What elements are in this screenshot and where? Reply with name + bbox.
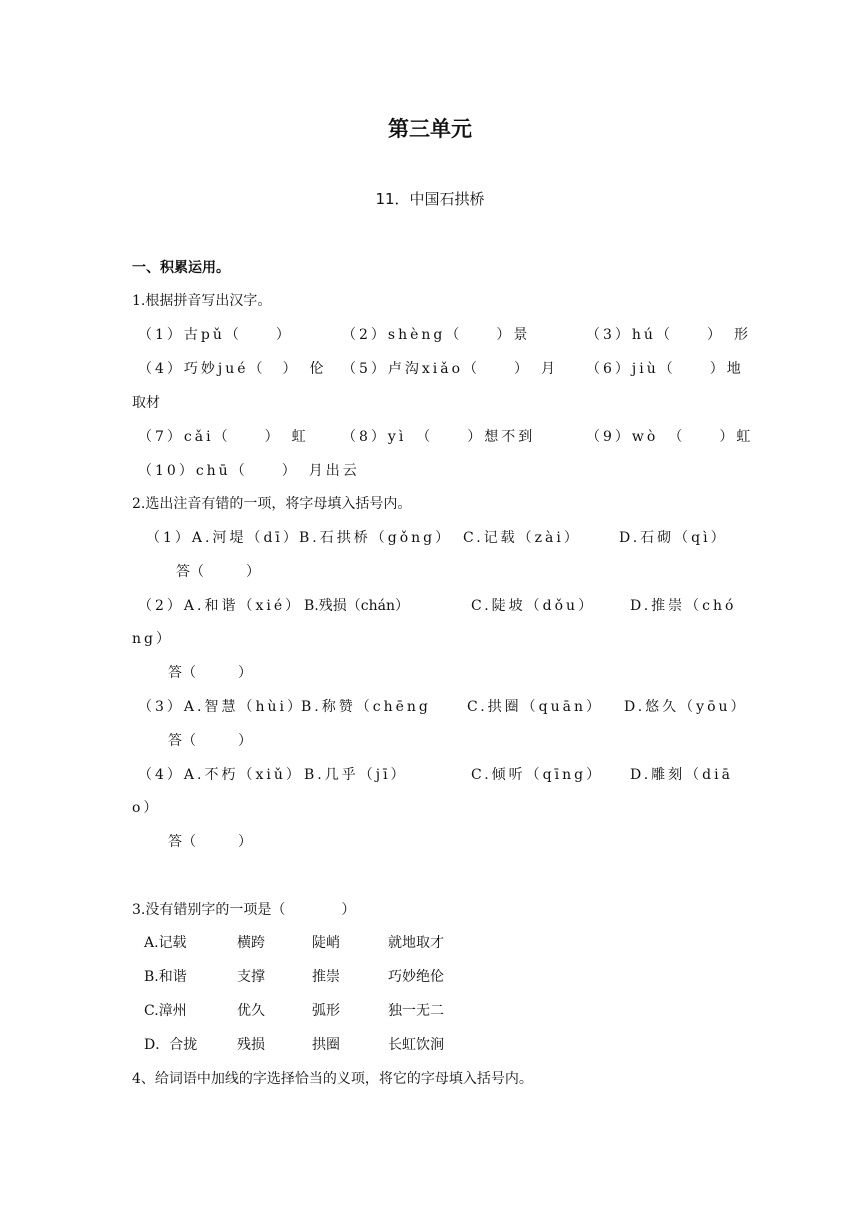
q2-option: （1）A.河堤（dī）: [146, 530, 300, 546]
q2-option: B.残损（chán）: [304, 598, 409, 614]
q3-option: A.记载: [144, 935, 187, 951]
q3-option: 陡峭: [312, 935, 340, 951]
q3-option: 就地取才: [388, 935, 444, 951]
q1-item: （4）巧妙jué（ ） 伦: [138, 361, 327, 377]
q1-item: （6）jiù（ ）地: [586, 361, 744, 377]
lesson-title: 11．中国石拱桥: [375, 190, 485, 208]
q1-item: （2）shèng（ ）景: [342, 327, 531, 343]
q2-option: D.悠久（yōu）: [624, 699, 748, 715]
q2-option: （3）A.智慧（hùi）: [138, 699, 304, 715]
q3-option: 横跨: [237, 935, 265, 951]
q2-option: C.记载（zài）: [463, 530, 581, 546]
page-title: 第三单元: [388, 117, 472, 141]
q1-prompt: 1.根据拼音写出汉字。: [132, 293, 272, 309]
q2-option: B.石拱桥（gǒng）: [299, 530, 453, 546]
answer-blank: 答（ ）: [168, 733, 252, 749]
q3-option: 长虹饮涧: [388, 1037, 444, 1053]
q3-option: C.漳州: [144, 1003, 187, 1019]
q2-prompt: 2.选出注音有错的一项，将字母填入括号内。: [132, 496, 412, 512]
q1-item: （8）yì （ ）想不到: [342, 429, 536, 445]
q2-option: B.称赞（chēng: [301, 699, 431, 715]
q2-option: C.倾听（qīng）: [471, 767, 604, 783]
q3-option: 独一无二: [388, 1003, 444, 1019]
q3-option: 优久: [237, 1003, 265, 1019]
q3-option: D．合拢: [144, 1037, 198, 1053]
q1-item: （9）wò （ ）虹: [586, 429, 754, 445]
q2-option: ng）: [132, 631, 173, 647]
answer-blank: 答（ ）: [168, 834, 252, 850]
q2-option: C.陡坡（dǒu）: [471, 598, 596, 614]
q2-option: （4）A.不朽（xiǔ）: [138, 767, 303, 783]
q2-option: （2）A.和谐（xié）: [138, 598, 303, 614]
q4-prompt: 4、给词语中加线的字选择恰当的义项，将它的字母填入括号内。: [132, 1071, 533, 1087]
q3-prompt: 3.没有错别字的一项是（ ）: [132, 902, 356, 918]
q1-item: （3）hú（ ） 形: [586, 327, 751, 343]
q3-option: 残损: [237, 1037, 265, 1053]
q2-option: D.雕刻（diā: [630, 767, 733, 783]
q3-option: 巧妙绝伦: [388, 969, 444, 985]
q3-option: 拱圈: [312, 1037, 340, 1053]
answer-blank: 答（ ）: [168, 665, 252, 681]
q1-item: （7）cǎi（ ） 虹: [138, 429, 309, 445]
q2-option: C.拱圈（quān）: [467, 699, 604, 715]
q2-option: o）: [132, 800, 161, 816]
answer-blank: 答（ ）: [176, 564, 260, 580]
q3-option: 推崇: [312, 969, 340, 985]
q2-option: D.石砌（qì）: [619, 530, 728, 546]
q1-item: （10）chū（ ） 月出云: [138, 463, 360, 479]
q2-option: D.推崇（chó: [630, 598, 737, 614]
q3-option: B.和谐: [144, 969, 187, 985]
q1-item: （5）卢沟xiǎo（ ） 月: [342, 361, 559, 377]
q1-item: （1）古pǔ（ ）: [138, 327, 293, 343]
section-heading: 一、积累运用。: [132, 260, 230, 276]
q3-option: 支撑: [237, 969, 265, 985]
q3-option: 弧形: [312, 1003, 340, 1019]
q1-item: 取材: [132, 395, 160, 411]
q2-option: B.几乎（jī）: [304, 767, 408, 783]
